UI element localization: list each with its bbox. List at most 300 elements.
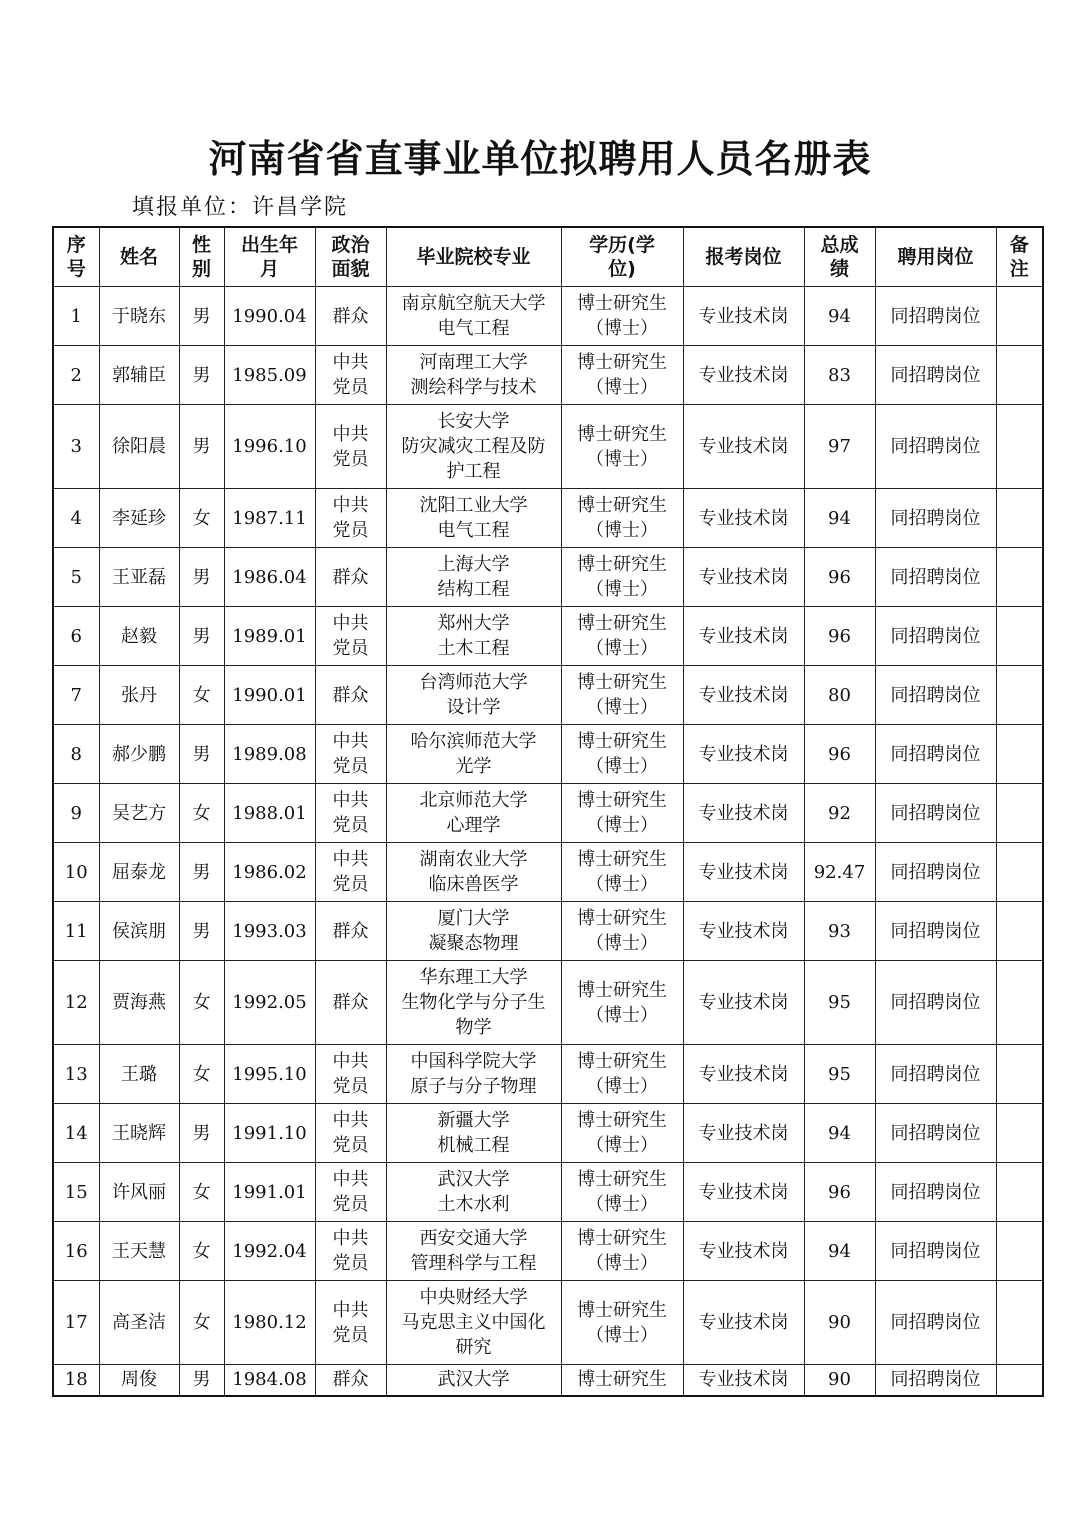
cell-line: 月 xyxy=(259,258,279,280)
cell-degree xyxy=(561,784,683,843)
cell-no: 12 xyxy=(53,961,99,1045)
cell-sex: 女 xyxy=(179,489,224,548)
cell-politics xyxy=(315,1222,386,1281)
cell-line: （博士） xyxy=(586,520,658,541)
cell-school xyxy=(386,1365,561,1396)
cell-degree xyxy=(561,725,683,784)
cell-line: 新疆大学 xyxy=(437,1110,510,1131)
cell-hire: 同招聘岗位 xyxy=(875,489,996,548)
cell-no: 18 xyxy=(53,1365,99,1396)
cell-line: 注 xyxy=(1009,258,1029,280)
table-row xyxy=(53,1281,1043,1365)
cell-post: 专业技术岗 xyxy=(683,346,804,405)
cell-hire: 同招聘岗位 xyxy=(875,548,996,607)
header-col-hire xyxy=(875,227,996,287)
cell-birth: 1989.08 xyxy=(224,725,315,784)
cell-birth: 1986.02 xyxy=(224,843,315,902)
cell-school xyxy=(386,548,561,607)
cell-no: 13 xyxy=(53,1045,99,1104)
cell-note xyxy=(996,346,1043,405)
cell-sex: 男 xyxy=(179,607,224,666)
header-col-score xyxy=(804,227,875,287)
cell-hire: 同招聘岗位 xyxy=(875,902,996,961)
cell-note xyxy=(996,902,1043,961)
cell-line: 报考岗位 xyxy=(705,246,782,268)
cell-note xyxy=(996,1365,1043,1396)
cell-no: 4 xyxy=(53,489,99,548)
cell-line: 博士研究生 xyxy=(577,1051,667,1072)
cell-line: 博士研究生 xyxy=(577,790,667,811)
cell-birth: 1993.03 xyxy=(224,902,315,961)
cell-line: （博士） xyxy=(586,318,658,339)
cell-sex: 男 xyxy=(179,843,224,902)
cell-post: 专业技术岗 xyxy=(683,902,804,961)
cell-line: 博士研究生 xyxy=(577,554,667,575)
cell-hire: 同招聘岗位 xyxy=(875,607,996,666)
cell-sex: 女 xyxy=(179,666,224,725)
cell-line: 中共 xyxy=(332,849,369,870)
cell-hire: 同招聘岗位 xyxy=(875,1104,996,1163)
cell-note xyxy=(996,666,1043,725)
header-col-note xyxy=(996,227,1043,287)
cell-line: 中央财经大学 xyxy=(419,1287,528,1308)
cell-line: 博士研究生 xyxy=(577,1299,667,1321)
cell-line: 土木水利 xyxy=(437,1194,510,1215)
cell-birth: 1980.12 xyxy=(224,1281,315,1365)
cell-line: （博士） xyxy=(586,448,658,470)
cell-note xyxy=(996,1163,1043,1222)
header-col-post xyxy=(683,227,804,287)
cell-line: 位) xyxy=(608,258,636,280)
cell-post: 专业技术岗 xyxy=(683,784,804,843)
cell-sex: 女 xyxy=(179,1281,224,1365)
table-row xyxy=(53,902,1043,961)
cell-line: 博士研究生 xyxy=(577,495,667,516)
cell-note xyxy=(996,1045,1043,1104)
cell-line: （博士） xyxy=(586,756,658,777)
cell-score: 96 xyxy=(804,607,875,666)
reporting-unit: 填报单位：许昌学院 xyxy=(132,195,349,220)
cell-post: 专业技术岗 xyxy=(683,405,804,489)
cell-no: 15 xyxy=(53,1163,99,1222)
cell-line: （博士） xyxy=(586,1004,658,1026)
cell-line: （博士） xyxy=(586,815,658,836)
cell-sex: 女 xyxy=(179,1045,224,1104)
cell-note xyxy=(996,1222,1043,1281)
page-title: 河南省省直事业单位拟聘用人员名册表 xyxy=(208,137,872,181)
cell-sex: 男 xyxy=(179,405,224,489)
cell-line: 党员 xyxy=(332,874,369,895)
cell-degree xyxy=(561,346,683,405)
cell-name: 郭辅臣 xyxy=(99,346,179,405)
cell-line: 党员 xyxy=(332,448,369,470)
cell-line: 中共 xyxy=(332,423,369,445)
cell-name: 王亚磊 xyxy=(99,548,179,607)
cell-line: 西安交通大学 xyxy=(419,1228,528,1249)
cell-sex: 女 xyxy=(179,784,224,843)
cell-name: 张丹 xyxy=(99,666,179,725)
cell-school xyxy=(386,405,561,489)
cell-degree xyxy=(561,843,683,902)
cell-line: 生物化学与分子生 xyxy=(401,992,546,1013)
cell-degree xyxy=(561,1045,683,1104)
cell-politics xyxy=(315,607,386,666)
cell-no: 3 xyxy=(53,405,99,489)
cell-note xyxy=(996,489,1043,548)
cell-line: （博士） xyxy=(586,697,658,718)
cell-degree xyxy=(561,489,683,548)
table-row xyxy=(53,1045,1043,1104)
cell-politics xyxy=(315,1365,386,1396)
header-col-no xyxy=(53,227,99,287)
cell-line: 电气工程 xyxy=(437,520,510,541)
cell-line: 长安大学 xyxy=(437,411,510,432)
cell-line: 姓名 xyxy=(119,246,158,268)
header-col-politics xyxy=(315,227,386,287)
cell-hire: 同招聘岗位 xyxy=(875,405,996,489)
cell-no: 14 xyxy=(53,1104,99,1163)
cell-degree xyxy=(561,548,683,607)
cell-post: 专业技术岗 xyxy=(683,1365,804,1396)
cell-line: 物学 xyxy=(455,1017,492,1038)
cell-line: 序 xyxy=(66,234,86,256)
cell-name: 贾海燕 xyxy=(99,961,179,1045)
cell-line: 河南理工大学 xyxy=(419,352,528,373)
cell-note xyxy=(996,1104,1043,1163)
cell-hire: 同招聘岗位 xyxy=(875,1163,996,1222)
cell-politics xyxy=(315,1163,386,1222)
cell-line: 研究 xyxy=(455,1337,492,1358)
table-row xyxy=(53,1163,1043,1222)
cell-post: 专业技术岗 xyxy=(683,725,804,784)
table-row xyxy=(53,666,1043,725)
cell-birth: 1990.01 xyxy=(224,666,315,725)
cell-name: 王晓辉 xyxy=(99,1104,179,1163)
cell-school xyxy=(386,346,561,405)
cell-note xyxy=(996,725,1043,784)
cell-sex: 男 xyxy=(179,287,224,346)
cell-hire: 同招聘岗位 xyxy=(875,725,996,784)
cell-name: 吴艺方 xyxy=(99,784,179,843)
cell-politics xyxy=(315,843,386,902)
cell-birth: 1984.08 xyxy=(224,1365,315,1396)
cell-score: 96 xyxy=(804,725,875,784)
cell-name: 徐阳晨 xyxy=(99,405,179,489)
cell-hire: 同招聘岗位 xyxy=(875,961,996,1045)
cell-line: （博士） xyxy=(586,1253,658,1274)
cell-score: 94 xyxy=(804,1104,875,1163)
cell-line: 备 xyxy=(1009,234,1029,256)
cell-no: 7 xyxy=(53,666,99,725)
table-row xyxy=(53,784,1043,843)
cell-post: 专业技术岗 xyxy=(683,1222,804,1281)
cell-line: 党员 xyxy=(332,1324,369,1346)
cell-line: 党员 xyxy=(332,638,369,659)
cell-line: 中共 xyxy=(332,790,369,811)
cell-line: 党员 xyxy=(332,1194,369,1215)
table-row xyxy=(53,287,1043,346)
cell-note xyxy=(996,784,1043,843)
cell-school xyxy=(386,1104,561,1163)
cell-score: 83 xyxy=(804,346,875,405)
cell-politics xyxy=(315,489,386,548)
cell-school xyxy=(386,489,561,548)
cell-birth: 1985.09 xyxy=(224,346,315,405)
cell-note xyxy=(996,1281,1043,1365)
cell-politics xyxy=(315,1104,386,1163)
cell-line: 群众 xyxy=(332,1369,369,1391)
cell-line: 党员 xyxy=(332,815,369,836)
cell-score: 94 xyxy=(804,287,875,346)
cell-degree xyxy=(561,607,683,666)
cell-no: 6 xyxy=(53,607,99,666)
cell-line: 武汉大学 xyxy=(437,1169,510,1190)
cell-politics xyxy=(315,725,386,784)
cell-line: 博士研究生 xyxy=(577,613,667,634)
cell-line: 博士研究生 xyxy=(577,731,667,752)
cell-name: 屈泰龙 xyxy=(99,843,179,902)
cell-line: 南京航空航天大学 xyxy=(401,293,546,314)
table-row xyxy=(53,725,1043,784)
cell-politics xyxy=(315,1045,386,1104)
cell-degree xyxy=(561,1365,683,1396)
cell-line: 党员 xyxy=(332,1135,369,1156)
cell-name: 李延珍 xyxy=(99,489,179,548)
cell-line: （博士） xyxy=(586,377,658,398)
cell-line: 群众 xyxy=(332,566,369,588)
cell-no: 17 xyxy=(53,1281,99,1365)
cell-line: 博士研究生 xyxy=(577,672,667,693)
cell-line: 心理学 xyxy=(446,815,501,836)
cell-line: 博士研究生 xyxy=(577,979,667,1001)
cell-name: 周俊 xyxy=(99,1365,179,1396)
cell-line: 总成 xyxy=(820,234,859,256)
cell-school xyxy=(386,1281,561,1365)
cell-line: 沈阳工业大学 xyxy=(419,495,528,516)
cell-school xyxy=(386,784,561,843)
table-row xyxy=(53,346,1043,405)
cell-politics xyxy=(315,961,386,1045)
cell-line: 哈尔滨师范大学 xyxy=(410,731,537,752)
cell-post: 专业技术岗 xyxy=(683,1281,804,1365)
cell-score: 92.47 xyxy=(804,843,875,902)
cell-school xyxy=(386,666,561,725)
cell-post: 专业技术岗 xyxy=(683,489,804,548)
cell-line: 原子与分子物理 xyxy=(410,1076,537,1097)
cell-line: 光学 xyxy=(455,756,492,777)
cell-line: 凝聚态物理 xyxy=(428,933,519,954)
cell-no: 9 xyxy=(53,784,99,843)
cell-post: 专业技术岗 xyxy=(683,843,804,902)
cell-post: 专业技术岗 xyxy=(683,607,804,666)
cell-line: 聘用岗位 xyxy=(897,246,974,268)
cell-line: 武汉大学 xyxy=(437,1369,510,1391)
header-col-school xyxy=(386,227,561,287)
cell-line: 防灾减灾工程及防 xyxy=(401,436,546,457)
cell-no: 8 xyxy=(53,725,99,784)
cell-score: 96 xyxy=(804,548,875,607)
cell-birth: 1987.11 xyxy=(224,489,315,548)
cell-line: 博士研究生 xyxy=(577,352,667,373)
cell-birth: 1988.01 xyxy=(224,784,315,843)
cell-score: 90 xyxy=(804,1365,875,1396)
cell-birth: 1986.04 xyxy=(224,548,315,607)
cell-line: 电气工程 xyxy=(437,318,510,339)
table-row xyxy=(53,607,1043,666)
cell-line: 郑州大学 xyxy=(437,613,510,634)
cell-school xyxy=(386,1163,561,1222)
cell-hire: 同招聘岗位 xyxy=(875,287,996,346)
cell-line: 性 xyxy=(191,234,211,256)
cell-line: 博士研究生 xyxy=(577,423,667,445)
table-row xyxy=(53,843,1043,902)
cell-no: 5 xyxy=(53,548,99,607)
cell-birth: 1996.10 xyxy=(224,405,315,489)
cell-degree xyxy=(561,666,683,725)
cell-post: 专业技术岗 xyxy=(683,666,804,725)
cell-no: 2 xyxy=(53,346,99,405)
cell-note xyxy=(996,607,1043,666)
cell-score: 94 xyxy=(804,1222,875,1281)
cell-sex: 男 xyxy=(179,725,224,784)
cell-hire: 同招聘岗位 xyxy=(875,843,996,902)
cell-degree xyxy=(561,961,683,1045)
cell-note xyxy=(996,548,1043,607)
cell-line: 护工程 xyxy=(446,461,501,482)
cell-sex: 男 xyxy=(179,1104,224,1163)
cell-hire: 同招聘岗位 xyxy=(875,1045,996,1104)
cell-line: 党员 xyxy=(332,756,369,777)
table-row xyxy=(53,405,1043,489)
cell-line: （博士） xyxy=(586,874,658,895)
cell-line: 群众 xyxy=(332,684,369,706)
cell-note xyxy=(996,405,1043,489)
cell-post: 专业技术岗 xyxy=(683,1045,804,1104)
table-row xyxy=(53,1222,1043,1281)
cell-line: 厦门大学 xyxy=(437,908,510,929)
cell-sex: 男 xyxy=(179,902,224,961)
cell-sex: 女 xyxy=(179,1163,224,1222)
cell-line: 马克思主义中国化 xyxy=(401,1312,546,1333)
cell-score: 95 xyxy=(804,961,875,1045)
cell-politics xyxy=(315,666,386,725)
cell-line: 政治 xyxy=(331,234,370,256)
cell-line: 上海大学 xyxy=(437,554,510,575)
cell-birth: 1992.04 xyxy=(224,1222,315,1281)
cell-degree xyxy=(561,902,683,961)
cell-score: 92 xyxy=(804,784,875,843)
cell-line: （博士） xyxy=(586,1076,658,1097)
cell-line: 测绘科学与技术 xyxy=(410,377,537,398)
cell-politics xyxy=(315,346,386,405)
cell-school xyxy=(386,725,561,784)
cell-line: 党员 xyxy=(332,1253,369,1274)
cell-line: 管理科学与工程 xyxy=(410,1253,537,1274)
header-col-degree xyxy=(561,227,683,287)
cell-line: 党员 xyxy=(332,377,369,398)
cell-line: 博士研究生 xyxy=(577,1169,667,1190)
cell-line: 中共 xyxy=(332,1169,369,1190)
cell-post: 专业技术岗 xyxy=(683,1163,804,1222)
cell-line: 中共 xyxy=(332,1110,369,1131)
cell-hire: 同招聘岗位 xyxy=(875,1222,996,1281)
cell-line: 出生年 xyxy=(240,234,298,256)
cell-birth: 1991.10 xyxy=(224,1104,315,1163)
cell-no: 16 xyxy=(53,1222,99,1281)
table-row xyxy=(53,548,1043,607)
cell-politics xyxy=(315,548,386,607)
cell-score: 97 xyxy=(804,405,875,489)
cell-school xyxy=(386,1045,561,1104)
cell-degree xyxy=(561,1222,683,1281)
cell-politics xyxy=(315,1281,386,1365)
cell-birth: 1990.04 xyxy=(224,287,315,346)
table-row xyxy=(53,1365,1043,1396)
cell-line: 绩 xyxy=(829,258,849,280)
cell-line: 中共 xyxy=(332,613,369,634)
cell-note xyxy=(996,843,1043,902)
cell-line: 号 xyxy=(66,258,86,280)
table-row xyxy=(53,961,1043,1045)
cell-line: 学历(学 xyxy=(589,234,655,256)
cell-line: 党员 xyxy=(332,1076,369,1097)
cell-name: 许风丽 xyxy=(99,1163,179,1222)
cell-score: 93 xyxy=(804,902,875,961)
cell-politics xyxy=(315,405,386,489)
header-col-sex xyxy=(179,227,224,287)
cell-school xyxy=(386,607,561,666)
cell-name: 高圣洁 xyxy=(99,1281,179,1365)
cell-line: 群众 xyxy=(332,305,369,327)
cell-note xyxy=(996,287,1043,346)
cell-school xyxy=(386,843,561,902)
cell-post: 专业技术岗 xyxy=(683,961,804,1045)
cell-degree xyxy=(561,405,683,489)
cell-birth: 1989.01 xyxy=(224,607,315,666)
cell-line: 中共 xyxy=(332,731,369,752)
cell-sex: 女 xyxy=(179,1222,224,1281)
cell-birth: 1995.10 xyxy=(224,1045,315,1104)
cell-line: 博士研究生 xyxy=(577,1228,667,1249)
cell-no: 11 xyxy=(53,902,99,961)
cell-line: （博士） xyxy=(586,1194,658,1215)
cell-politics xyxy=(315,784,386,843)
cell-school xyxy=(386,1222,561,1281)
cell-post: 专业技术岗 xyxy=(683,287,804,346)
cell-score: 80 xyxy=(804,666,875,725)
cell-sex: 男 xyxy=(179,1365,224,1396)
cell-sex: 男 xyxy=(179,346,224,405)
cell-hire: 同招聘岗位 xyxy=(875,666,996,725)
cell-score: 95 xyxy=(804,1045,875,1104)
cell-line: 博士研究生 xyxy=(577,1369,667,1391)
cell-line: 中共 xyxy=(332,352,369,373)
cell-line: 结构工程 xyxy=(437,579,510,600)
cell-line: 面貌 xyxy=(331,258,370,280)
cell-line: 土木工程 xyxy=(437,638,510,659)
cell-school xyxy=(386,961,561,1045)
cell-line: 临床兽医学 xyxy=(428,874,519,895)
cell-degree xyxy=(561,287,683,346)
cell-degree xyxy=(561,1104,683,1163)
cell-line: （博士） xyxy=(586,638,658,659)
cell-line: 博士研究生 xyxy=(577,908,667,929)
cell-school xyxy=(386,287,561,346)
header-row xyxy=(53,227,1043,287)
cell-school xyxy=(386,902,561,961)
cell-line: 博士研究生 xyxy=(577,1110,667,1131)
cell-line: 中共 xyxy=(332,1228,369,1249)
